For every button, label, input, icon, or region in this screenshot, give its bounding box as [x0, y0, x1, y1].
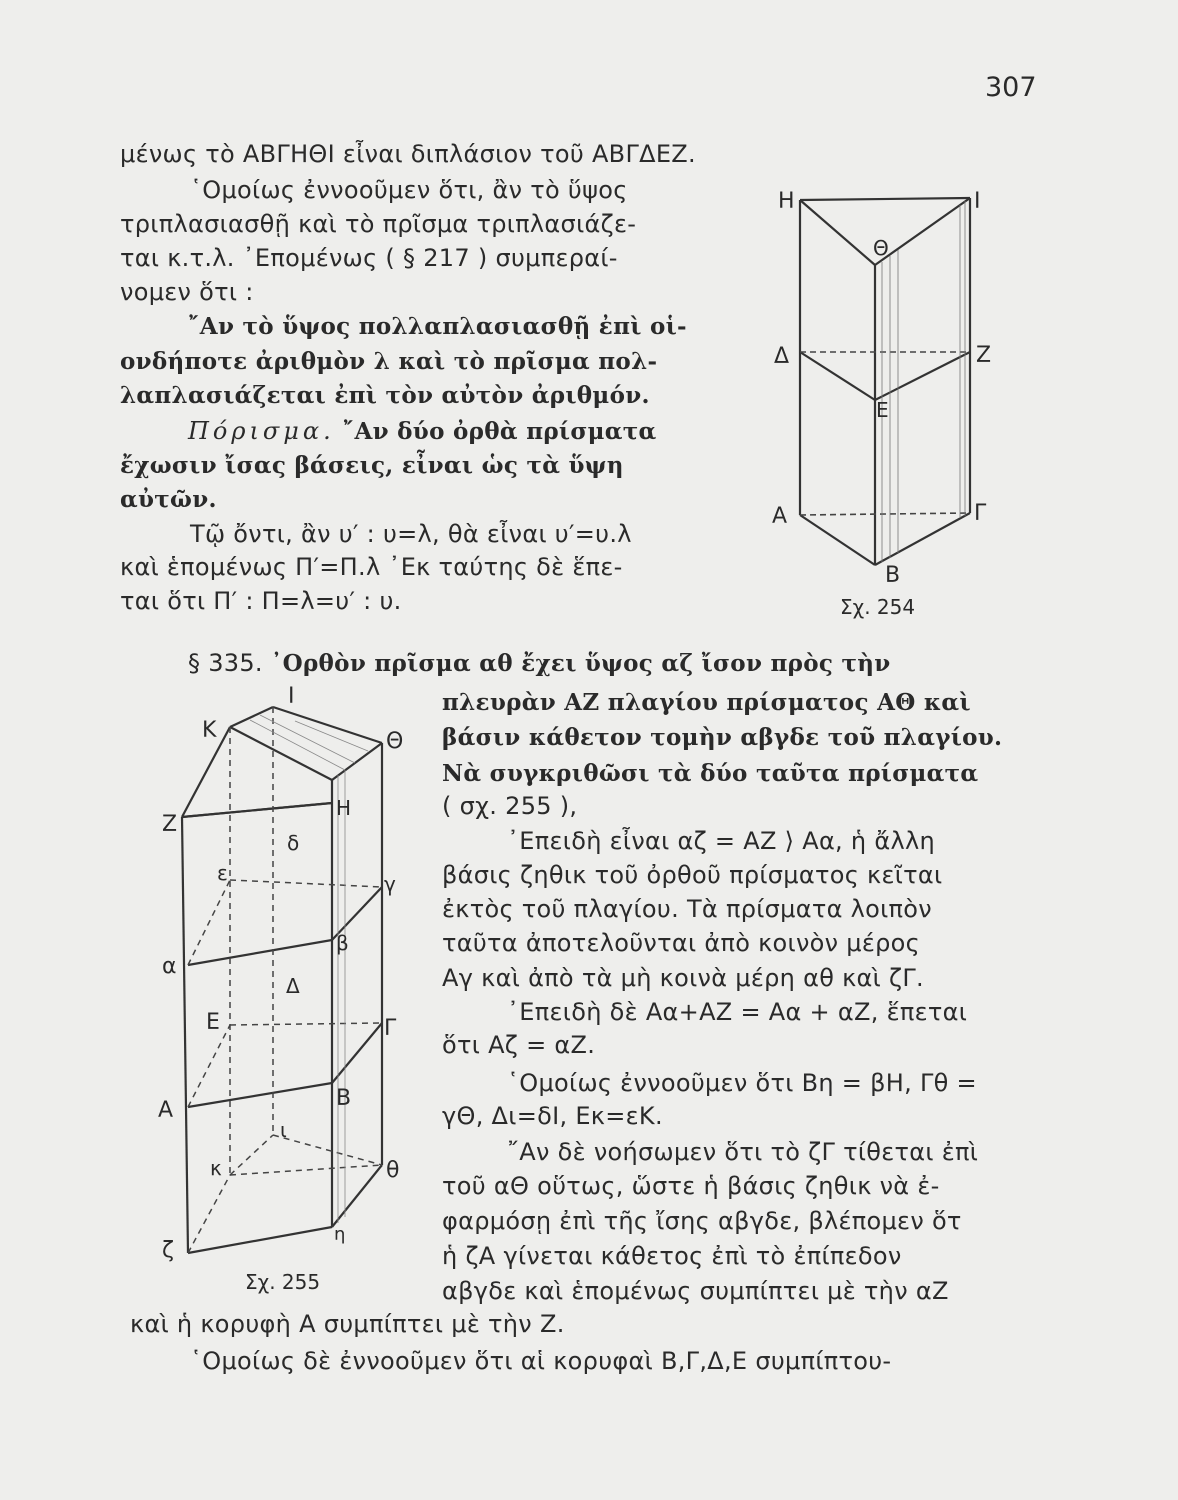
- figure-255-caption: Σχ. 255: [245, 1270, 321, 1294]
- body-line: αβγδε καὶ ἑπομένως συμπίπτει μὲ τὴν αΖ: [442, 1277, 949, 1305]
- text-line: ται κ.τ.λ. ᾿Επομένως ( § 217 ) συμπεραί-: [120, 244, 618, 272]
- porism-line: ἔχωσιν ἴσας βάσεις, εἶναι ὡς τὰ ὕψη: [120, 452, 624, 479]
- label-K: Κ: [202, 718, 217, 743]
- label-B: Β: [885, 563, 901, 588]
- label-Theta: Θ: [873, 236, 889, 260]
- label-delta: δ: [287, 831, 300, 855]
- label-H: Η: [336, 796, 352, 820]
- body-line: ᾿Επειδὴ εἶναι αζ = ΑΖ ⟩ Αα, ἡ ἄλλη: [507, 827, 935, 855]
- proof-line: ται ὅτι Π′ : Π=λ=υ′ : υ.: [120, 587, 402, 615]
- body-line: βάσις ζηθικ τοῦ ὀρθοῦ πρίσματος κεῖται: [442, 861, 943, 889]
- label-eta: η: [334, 1224, 346, 1245]
- bottom-line: ῾Ομοίως δὲ ἐννοοῦμεν ὅτι αἱ κορυφαὶ Β,Γ,Δ,Ε συμπίπτου-: [190, 1347, 892, 1375]
- body-line: ῎Αν δὲ νοήσωμεν ὅτι τὸ ζΓ τίθεται ἐπὶ: [507, 1138, 979, 1166]
- label-Z: Ζ: [162, 812, 178, 837]
- body-line: Αγ καὶ ἀπὸ τὰ μὴ κοινὰ μέρη αθ καὶ ζΓ.: [442, 964, 924, 992]
- label-theta: θ: [386, 1158, 400, 1183]
- label-beta: β: [336, 931, 349, 955]
- figure-254-caption: Σχ. 254: [840, 595, 916, 619]
- figure-254: [760, 170, 1010, 619]
- label-E: Ε: [206, 1010, 220, 1035]
- body-line: ἐκτὸς τοῦ πλαγίου. Τὰ πρίσματα λοιπὸν: [442, 895, 932, 923]
- label-A: Α: [772, 504, 788, 529]
- label-Delta: Δ: [286, 974, 300, 998]
- text-line: νομεν ὅτι :: [120, 278, 254, 306]
- porism-label: Πόρισμα.: [188, 417, 335, 445]
- label-Gamma: Γ: [974, 501, 987, 526]
- body-line: φαρμόσῃ ἐπὶ τῆς ἴσης αβγδε, βλέπομεν ὅτ: [442, 1207, 962, 1235]
- label-epsilon: ε: [217, 861, 228, 885]
- figure-255: [150, 675, 440, 1295]
- figure-reference: ( σχ. 255 ),: [442, 792, 578, 820]
- text-line: ῾Ομοίως ἐννοοῦμεν ὅτι, ἂν τὸ ὕψος: [190, 176, 628, 204]
- label-E: Ε: [876, 398, 889, 422]
- porism-line: [188, 416, 657, 447]
- label-Delta: Δ: [774, 344, 790, 369]
- section-title-line: βάσιν κάθετον τομὴν αβγδε τοῦ πλαγίου.: [442, 724, 1003, 751]
- body-line: γΘ, Δι=δΙ, Εκ=εΚ.: [442, 1102, 663, 1130]
- label-I: Ι: [974, 189, 981, 214]
- label-kappa: κ: [210, 1156, 222, 1180]
- body-line: τοῦ αΘ οὕτως, ὥστε ἡ βάσις ζηθικ νὰ ἐ-: [442, 1172, 940, 1200]
- label-H: Η: [778, 189, 795, 214]
- body-line: ᾿Επειδὴ δὲ Αα+ΑΖ = Αα + αΖ, ἕπεται: [507, 998, 968, 1026]
- label-alpha: α: [162, 954, 177, 979]
- theorem-line: λαπλασιάζεται ἐπὶ τὸν αὐτὸν ἀριθμόν.: [120, 382, 650, 409]
- label-gamma: γ: [384, 872, 396, 896]
- theorem-line: ονδήποτε ἀριθμὸν λ καὶ τὸ πρῖσμα πολ-: [120, 348, 658, 375]
- section-title-line: πλευρὰν ΑΖ πλαγίου πρίσματος ΑΘ καὶ: [442, 689, 971, 716]
- text-line: τριπλασιασθῇ καὶ τὸ πρῖσμα τριπλασιάζε-: [120, 210, 637, 238]
- section-title-line: Νὰ συγκριθῶσι τὰ δύο ταῦτα πρίσματα: [442, 760, 979, 787]
- label-zeta: ζ: [162, 1238, 174, 1263]
- label-Gamma: Γ: [384, 1016, 397, 1041]
- label-Z: Ζ: [976, 343, 992, 368]
- label-I: Ι: [288, 684, 295, 709]
- body-line: ἡ ζΑ γίνεται κάθετος ἐπὶ τὸ ἐπίπεδον: [442, 1242, 902, 1270]
- label-B: Β: [336, 1086, 352, 1111]
- proof-line: καὶ ἑπομένως Π′=Π.λ ᾿Εκ ταύτης δὲ ἕπε-: [120, 553, 623, 581]
- section-title: ᾿Ορθὸν πρῖσμα αθ ἔχει ὕψος αζ ἴσον πρὸς τὴν: [270, 650, 891, 677]
- theorem-line: ῎Αν τὸ ὕψος πολλαπλασιασθῇ ἐπὶ οἱ-: [188, 313, 687, 340]
- body-line: ὅτι Αζ = αΖ.: [442, 1031, 596, 1059]
- bottom-line: καὶ ἡ κορυφὴ Α συμπίπτει μὲ τὴν Ζ.: [130, 1310, 565, 1338]
- body-line: ῾Ομοίως ἐννοοῦμεν ὅτι Βη = βΗ, Γθ =: [507, 1069, 977, 1097]
- section-number: § 335.: [188, 649, 263, 677]
- label-A: Α: [158, 1098, 174, 1123]
- porism-line: αὐτῶν.: [120, 486, 217, 513]
- porism-text: ῎Αν δύο ὀρθὰ πρίσματα: [342, 418, 657, 445]
- page-number: 307: [985, 72, 1037, 103]
- proof-line: Τῷ ὄντι, ἂν υ′ : υ=λ, θὰ εἶναι υ′=υ.λ: [190, 520, 632, 548]
- label-iota: ι: [280, 1118, 287, 1142]
- text-line: μένως τὸ ΑΒΓΗΘΙ εἶναι διπλάσιον τοῦ ΑΒΓΔΕΖ.: [120, 140, 696, 168]
- body-line: ταῦτα ἀποτελοῦνται ἀπὸ κοινὸν μέρος: [442, 929, 921, 957]
- label-Theta: Θ: [386, 729, 404, 754]
